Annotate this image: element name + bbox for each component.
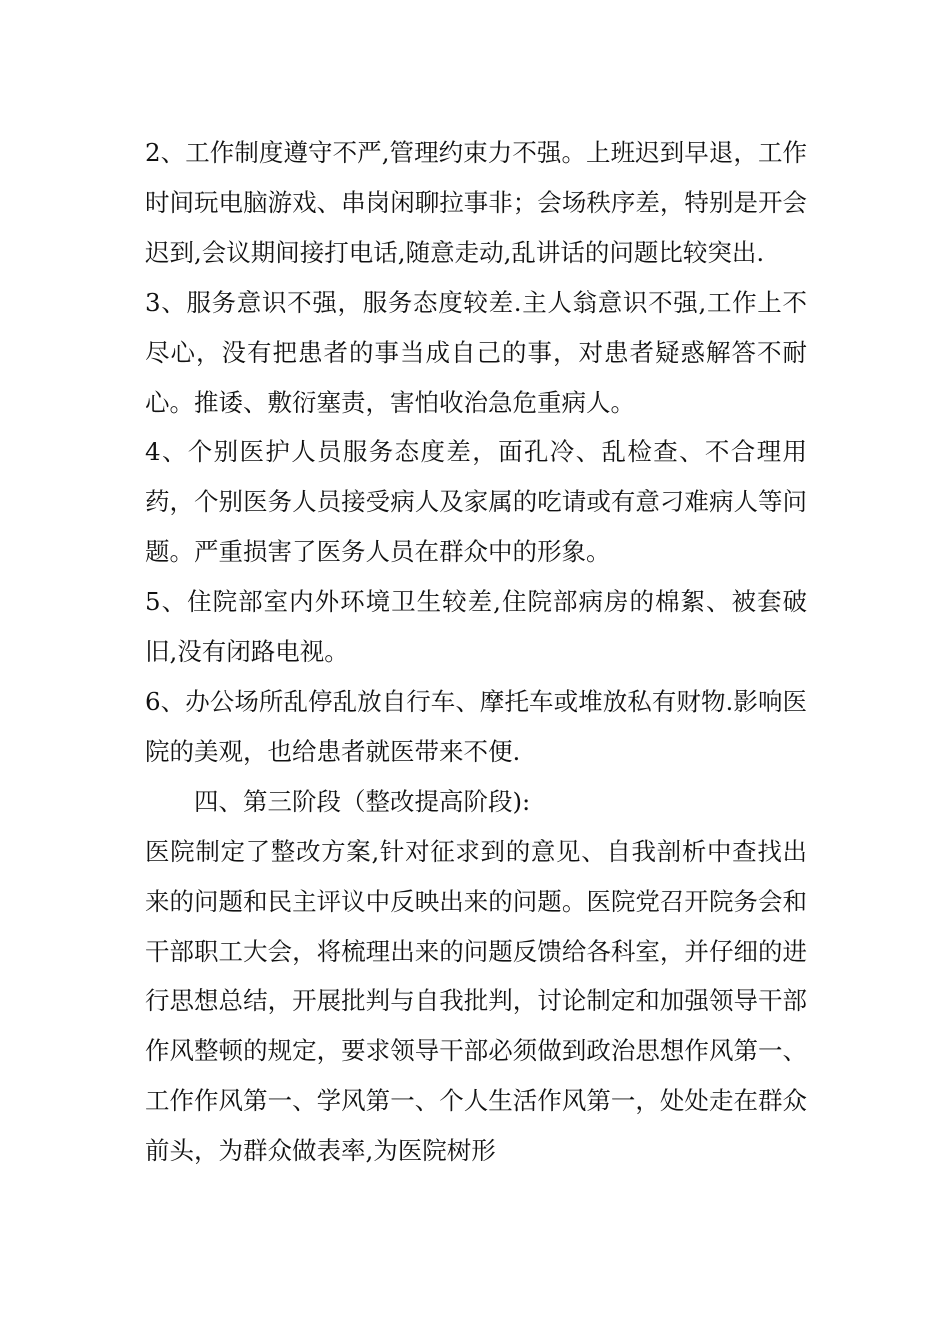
paragraph-item-2: 2、工作制度遵守不严,管理约束力不强。上班迟到早退，工作时间玩电脑游戏、串岗闲聊拉事非；会场秩序差，特别是开会迟到,会议期间接打电话,随意走动,乱讲话的问题比较突出. (145, 138, 807, 267)
paragraph-item-4: 4、个别医护人员服务态度差，面孔冷、乱检查、不合理用药，个别医务人员接受病人及家属的吃请或有意刁难病人等问题。严重损害了医务人员在群众中的形象。 (145, 437, 807, 567)
paragraph-body: 医院制定了整改方案,针对征求到的意见、自我剖析中查找出来的问题和民主评议中反映出来的问题。医院党召开院务会和干部职工大会，将梳理出来的问题反馈给各科室，并仔细的进行思想总结，开展批判与自我批判，讨论制定和加强领导干部作风整顿的规定，要求领导干部必须做到政治思想作风第一、工作作风第一、学风第一、个人生活作风第一，处处走在群众前头，为群众做表率,为医院树形 (145, 836, 807, 1166)
document-body (145, 128, 807, 1176)
paragraph-item-3: 3、服务意识不强，服务态度较差.主人翁意识不强,工作上不尽心，没有把患者的事当成自己的事，对患者疑惑解答不耐心。推诿、敷衍塞责，害怕收治急危重病人。 (145, 287, 807, 417)
section-heading: 四、第三阶段（整改提高阶段): (194, 786, 531, 816)
paragraph-item-5: 5、住院部室内外环境卫生较差,住院部病房的棉絮、被套破旧,没有闭路电视。 (145, 587, 807, 667)
paragraph-item-6: 6、办公场所乱停乱放自行车、摩托车或堆放私有财物.影响医院的美观，也给患者就医带来不便. (145, 686, 807, 766)
